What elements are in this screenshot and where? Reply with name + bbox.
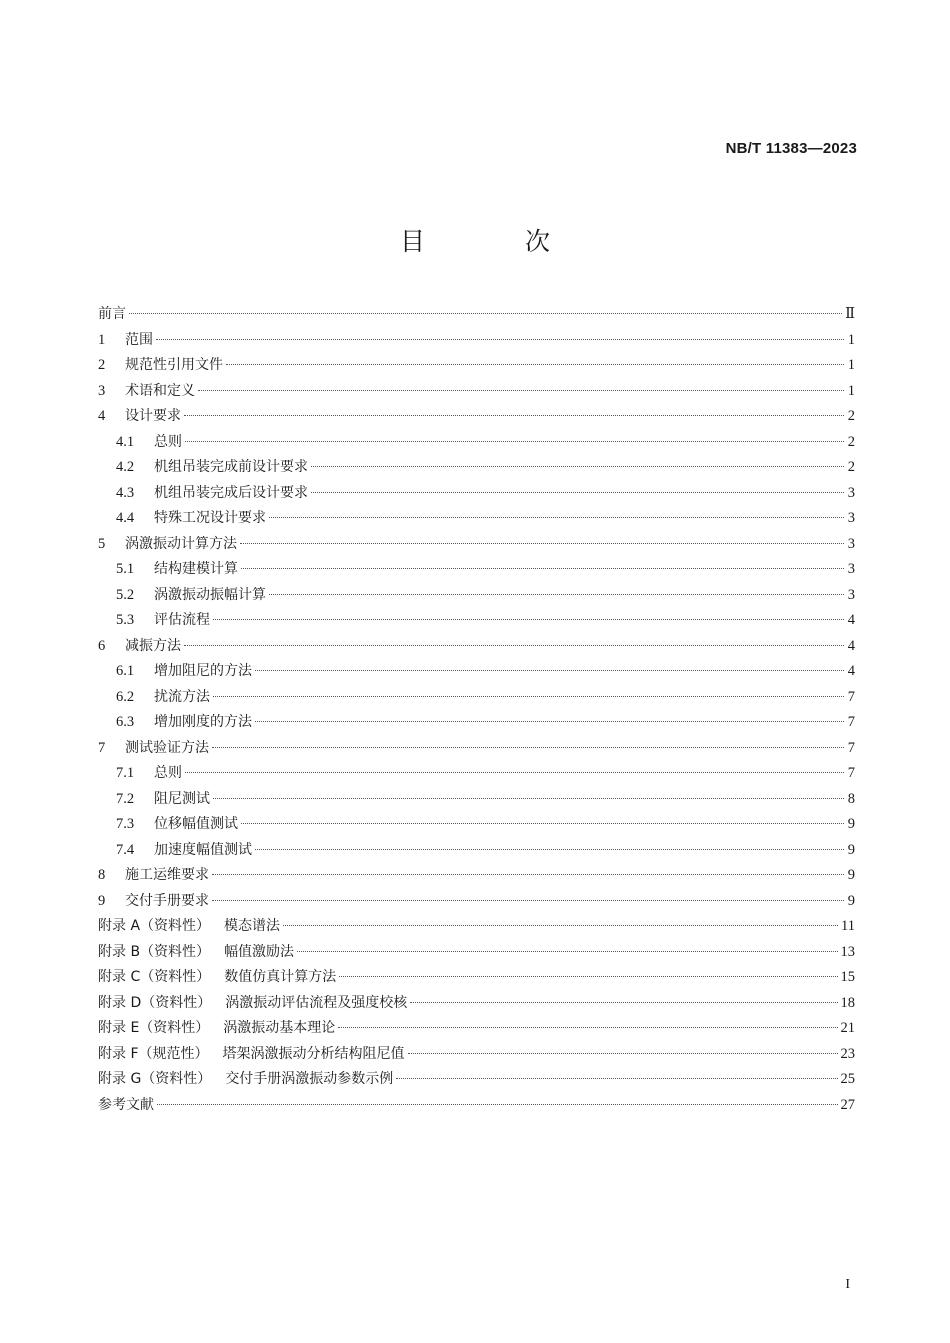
dot-leader xyxy=(339,976,837,977)
toc-entry[interactable] xyxy=(98,634,855,660)
toc-entry-page: Ⅱ xyxy=(845,306,855,322)
toc-entry-number: 8 xyxy=(98,867,106,883)
dot-leader xyxy=(240,543,844,544)
toc-entry[interactable] xyxy=(98,328,855,354)
toc-entry-title: 范围 xyxy=(125,331,153,348)
toc-entry[interactable] xyxy=(98,1093,855,1119)
toc-entry[interactable] xyxy=(98,302,855,328)
toc-entry-label xyxy=(154,838,252,864)
toc-entry-label xyxy=(125,404,181,430)
dot-leader xyxy=(311,492,844,493)
dot-leader xyxy=(213,619,844,620)
toc-entry[interactable] xyxy=(98,1067,855,1093)
toc-entry-page: 2 xyxy=(847,433,855,450)
toc-entry-label xyxy=(154,481,308,507)
toc-entry[interactable] xyxy=(98,710,855,736)
dot-leader xyxy=(255,849,844,850)
toc-entry-number: 7.4 xyxy=(116,841,135,858)
toc-entry-label xyxy=(98,1067,393,1093)
dot-leader xyxy=(156,339,844,340)
dot-leader xyxy=(213,696,844,697)
toc-entry[interactable] xyxy=(98,761,855,787)
dot-leader xyxy=(408,1053,838,1054)
toc-entry-title: 塔架涡激振动分析结构阻尼值 xyxy=(222,1045,405,1062)
toc-entry-number: 6.1 xyxy=(116,663,135,679)
toc-entry-label xyxy=(125,353,223,379)
toc-entry-title: 机组吊装完成后设计要求 xyxy=(154,484,308,501)
toc-entry-number: 4.1 xyxy=(116,433,135,450)
toc-entry[interactable] xyxy=(98,659,855,685)
toc-entry-label xyxy=(154,685,210,711)
toc-entry-title: 测试验证方法 xyxy=(125,739,209,756)
toc-entry-label xyxy=(125,532,237,558)
toc-entry[interactable] xyxy=(98,838,855,864)
toc-entry-title: 设计要求 xyxy=(125,408,181,424)
dot-leader xyxy=(129,313,842,314)
toc-entry-title: 加速度幅值测试 xyxy=(154,841,252,858)
dot-leader xyxy=(283,925,838,926)
dot-leader xyxy=(269,594,844,595)
toc-entry[interactable] xyxy=(98,506,855,532)
toc-entry-page: 7 xyxy=(847,714,855,730)
toc-entry-page: 13 xyxy=(840,943,855,960)
dot-leader xyxy=(410,1002,837,1003)
toc-entry-label xyxy=(154,787,210,813)
toc-entry-number: 4.2 xyxy=(116,459,135,475)
toc-entry-page: 4 xyxy=(847,637,855,654)
dot-leader xyxy=(241,823,844,824)
toc-entry-label xyxy=(98,940,294,966)
toc-entry-number: 6 xyxy=(98,637,106,654)
toc-entry-label xyxy=(125,863,209,889)
toc-entry-number: 2 xyxy=(98,357,106,373)
dot-leader xyxy=(198,390,844,391)
toc-entry-page: 3 xyxy=(847,561,855,577)
toc-entry-title: 特殊工况设计要求 xyxy=(154,510,266,526)
toc-entry-page: 21 xyxy=(840,1020,855,1036)
toc-entry-category: 附录 C（资料性） xyxy=(98,969,211,985)
page-title: 目 次 xyxy=(400,227,596,256)
toc-entry[interactable] xyxy=(98,404,855,430)
dot-leader xyxy=(255,670,844,671)
toc-entry-number: 4.3 xyxy=(116,484,135,501)
toc-entry-number: 7.2 xyxy=(116,790,135,807)
toc-entry[interactable] xyxy=(98,583,855,609)
toc-entry-number: 9 xyxy=(98,892,106,909)
toc-entry[interactable] xyxy=(98,889,855,915)
table-of-contents xyxy=(98,302,855,1118)
toc-entry[interactable] xyxy=(98,863,855,889)
toc-entry[interactable] xyxy=(98,353,855,379)
toc-entry-title: 评估流程 xyxy=(154,612,210,628)
document-number: NB/T 11383—2023 xyxy=(725,140,857,157)
toc-entry-number: 5.1 xyxy=(116,561,135,577)
toc-entry-page: 8 xyxy=(847,790,855,807)
dot-leader xyxy=(396,1078,837,1079)
toc-entry[interactable] xyxy=(98,1016,855,1042)
toc-entry-title: 总则 xyxy=(154,765,182,781)
toc-entry-page: 9 xyxy=(847,841,855,858)
toc-entry-title: 机组吊装完成前设计要求 xyxy=(154,459,308,475)
dot-leader xyxy=(212,900,844,901)
toc-entry-label xyxy=(154,455,308,481)
toc-entry-label xyxy=(98,965,336,991)
toc-entry-title: 规范性引用文件 xyxy=(125,357,223,373)
toc-entry-title: 前言 xyxy=(98,306,126,322)
toc-entry[interactable] xyxy=(98,532,855,558)
toc-entry-title: 阻尼测试 xyxy=(154,790,210,807)
toc-entry-title: 位移幅值测试 xyxy=(154,816,238,832)
toc-entry-label xyxy=(154,506,266,532)
toc-entry-page: 4 xyxy=(847,612,855,628)
toc-entry[interactable] xyxy=(98,787,855,813)
toc-entry-label xyxy=(98,302,126,328)
toc-entry-number: 7.3 xyxy=(116,816,135,832)
toc-entry-title: 施工运维要求 xyxy=(125,867,209,883)
toc-entry-page: 7 xyxy=(847,688,855,705)
toc-entry-number: 5.3 xyxy=(116,612,135,628)
toc-entry-page: 3 xyxy=(847,510,855,526)
toc-entry-label xyxy=(125,328,153,354)
toc-entry-page: 1 xyxy=(847,357,855,373)
toc-entry-title: 参考文献 xyxy=(98,1096,154,1113)
toc-entry-number: 6.2 xyxy=(116,688,135,705)
toc-entry-label xyxy=(125,634,181,660)
dot-leader xyxy=(241,568,844,569)
toc-entry-title: 涡激振动计算方法 xyxy=(125,535,237,552)
toc-entry-title: 交付手册涡激振动参数示例 xyxy=(225,1071,394,1087)
toc-entry-label xyxy=(154,583,266,609)
toc-entry-title: 术语和定义 xyxy=(125,382,195,399)
toc-entry-title: 增加刚度的方法 xyxy=(154,714,252,730)
toc-entry-label xyxy=(98,1042,405,1068)
toc-entry-title: 交付手册要求 xyxy=(125,892,209,909)
toc-entry[interactable] xyxy=(98,557,855,583)
dot-leader xyxy=(269,517,844,518)
toc-entry-page: 18 xyxy=(840,994,855,1011)
toc-entry-category: 附录 B（资料性） xyxy=(98,943,211,960)
toc-entry-number: 7.1 xyxy=(116,765,135,781)
toc-entry-title: 扰流方法 xyxy=(154,688,210,705)
toc-entry-page: 25 xyxy=(840,1071,855,1087)
toc-entry-category: 附录 A（资料性） xyxy=(98,918,211,934)
toc-entry[interactable] xyxy=(98,812,855,838)
toc-entry-page: 1 xyxy=(847,331,855,348)
toc-entry[interactable] xyxy=(98,608,855,634)
dot-leader xyxy=(185,441,844,442)
toc-entry[interactable] xyxy=(98,914,855,940)
toc-entry-title: 增加阻尼的方法 xyxy=(154,663,252,679)
toc-entry-number: 3 xyxy=(98,382,106,399)
toc-entry-category: 附录 D（资料性） xyxy=(98,994,212,1011)
dot-leader xyxy=(157,1104,838,1105)
toc-entry-label xyxy=(154,761,182,787)
toc-entry-label xyxy=(154,710,252,736)
toc-entry-label xyxy=(125,889,209,915)
dot-leader xyxy=(184,645,844,646)
toc-entry-page: 15 xyxy=(840,969,855,985)
toc-entry-title: 结构建模计算 xyxy=(154,561,238,577)
toc-entry-title: 模态谱法 xyxy=(224,918,281,934)
toc-entry[interactable] xyxy=(98,940,855,966)
toc-entry-page: 9 xyxy=(847,892,855,909)
toc-entry-number: 7 xyxy=(98,739,106,756)
toc-entry-title: 幅值激励法 xyxy=(224,943,295,960)
toc-entry-page: 3 xyxy=(847,586,855,603)
toc-entry-page: 2 xyxy=(847,459,855,475)
toc-entry-label xyxy=(98,914,280,940)
dot-leader xyxy=(311,466,844,467)
toc-entry-page: 11 xyxy=(841,918,855,934)
toc-entry-label xyxy=(154,430,182,456)
toc-entry-page: 27 xyxy=(840,1096,855,1113)
toc-entry[interactable] xyxy=(98,455,855,481)
toc-entry-category: 附录 F（规范性） xyxy=(98,1045,209,1062)
toc-entry-number: 6.3 xyxy=(116,714,135,730)
toc-entry-category: 附录 E（资料性） xyxy=(98,1020,210,1036)
toc-entry[interactable] xyxy=(98,685,855,711)
toc-entry-page: 7 xyxy=(847,739,855,756)
toc-entry[interactable] xyxy=(98,991,855,1017)
toc-entry-number: 5 xyxy=(98,535,106,552)
dot-leader xyxy=(226,364,844,365)
toc-entry-label xyxy=(154,608,210,634)
toc-entry[interactable] xyxy=(98,736,855,762)
toc-entry-page: 2 xyxy=(847,408,855,424)
toc-entry[interactable] xyxy=(98,481,855,507)
toc-entry-label xyxy=(98,1093,154,1119)
toc-entry[interactable] xyxy=(98,430,855,456)
dot-leader xyxy=(185,772,844,773)
toc-entry-category: 附录 G（资料性） xyxy=(98,1071,212,1087)
page-number: I xyxy=(845,1277,850,1292)
toc-entry-page: 23 xyxy=(840,1045,855,1062)
toc-entry-label xyxy=(98,991,407,1017)
toc-entry-label xyxy=(154,659,252,685)
toc-entry-number: 5.2 xyxy=(116,586,135,603)
toc-entry-number: 4 xyxy=(98,408,106,424)
toc-entry-label xyxy=(125,379,195,405)
toc-entry[interactable] xyxy=(98,379,855,405)
toc-entry-label xyxy=(98,1016,335,1042)
toc-entry[interactable] xyxy=(98,965,855,991)
toc-entry-title: 涡激振动基本理论 xyxy=(223,1020,336,1036)
toc-entry-title: 减振方法 xyxy=(125,637,181,654)
toc-entry-number: 1 xyxy=(98,331,106,348)
toc-entry-label xyxy=(154,812,238,838)
dot-leader xyxy=(212,874,844,875)
toc-entry-title: 总则 xyxy=(154,433,182,450)
toc-entry-page: 7 xyxy=(847,765,855,781)
toc-entry-title: 涡激振动评估流程及强度校核 xyxy=(225,994,408,1011)
toc-entry-page: 3 xyxy=(847,535,855,552)
toc-entry-title: 涡激振动振幅计算 xyxy=(154,586,266,603)
toc-entry-page: 9 xyxy=(847,816,855,832)
toc-entry-title: 数值仿真计算方法 xyxy=(224,969,337,985)
dot-leader xyxy=(213,798,844,799)
dot-leader xyxy=(338,1027,837,1028)
toc-entry[interactable] xyxy=(98,1042,855,1068)
dot-leader xyxy=(297,951,837,952)
toc-entry-number: 4.4 xyxy=(116,510,135,526)
toc-entry-label xyxy=(154,557,238,583)
dot-leader xyxy=(184,415,844,416)
dot-leader xyxy=(212,747,844,748)
toc-entry-page: 4 xyxy=(847,663,855,679)
toc-entry-page: 1 xyxy=(847,382,855,399)
toc-entry-page: 9 xyxy=(847,867,855,883)
toc-entry-label xyxy=(125,736,209,762)
dot-leader xyxy=(255,721,844,722)
toc-entry-page: 3 xyxy=(847,484,855,501)
